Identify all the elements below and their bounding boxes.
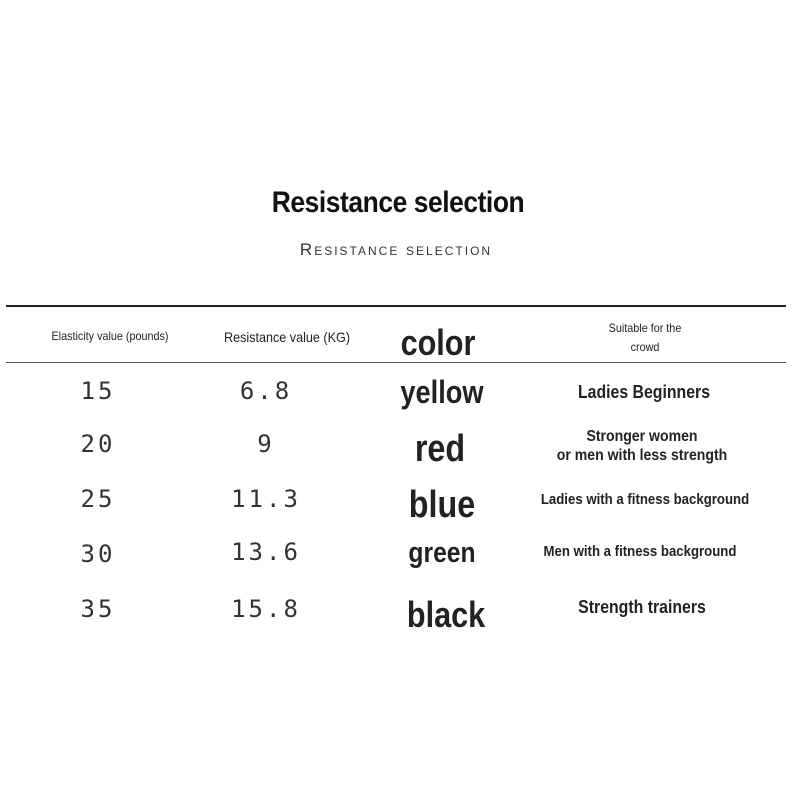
suitable-crowd-line1: Strength trainers xyxy=(578,597,706,617)
suitable-crowd-line1: Men with a fitness background xyxy=(543,543,737,560)
table-top-divider xyxy=(6,305,786,307)
band-color: black xyxy=(406,594,486,635)
band-color: red xyxy=(414,428,466,470)
suitable-crowd xyxy=(536,427,747,465)
page-title: Resistance selection xyxy=(271,186,525,219)
column-header-resistance: Resistance value (KG) xyxy=(223,329,351,345)
suitable-crowd xyxy=(534,542,745,561)
column-header-crowd xyxy=(591,319,699,357)
resistance-value: 13.6 xyxy=(231,538,301,566)
column-header-elasticity: Elasticity value (pounds) xyxy=(51,329,169,343)
resistance-value: 15.8 xyxy=(231,595,301,623)
suitable-crowd xyxy=(532,490,757,509)
elasticity-value: 25 xyxy=(80,485,116,513)
column-header-crowd-line2: crowd xyxy=(630,340,660,354)
suitable-crowd-line1: Ladies Beginners xyxy=(577,382,711,402)
suitable-crowd xyxy=(543,598,740,617)
elasticity-value: 35 xyxy=(80,595,116,623)
elasticity-value: 30 xyxy=(80,540,116,568)
suitable-crowd-line1: Stronger women xyxy=(586,428,698,445)
band-color: green xyxy=(408,537,476,569)
column-header-color: color xyxy=(400,322,476,363)
suitable-crowd-line2: or men with less strength xyxy=(556,447,728,464)
suitable-crowd xyxy=(545,383,742,402)
resistance-value: 6.8 xyxy=(239,377,293,405)
suitable-crowd-line1: Ladies with a fitness background xyxy=(540,491,750,508)
resistance-value: 9 xyxy=(257,430,275,458)
band-color: yellow xyxy=(400,374,484,410)
page-subtitle: Resistance selection xyxy=(299,240,493,259)
elasticity-value: 15 xyxy=(80,377,116,405)
elasticity-value: 20 xyxy=(80,430,116,458)
column-header-crowd-line1: Suitable for the xyxy=(608,321,682,335)
resistance-value: 11.3 xyxy=(231,485,301,513)
band-color: blue xyxy=(408,484,476,526)
